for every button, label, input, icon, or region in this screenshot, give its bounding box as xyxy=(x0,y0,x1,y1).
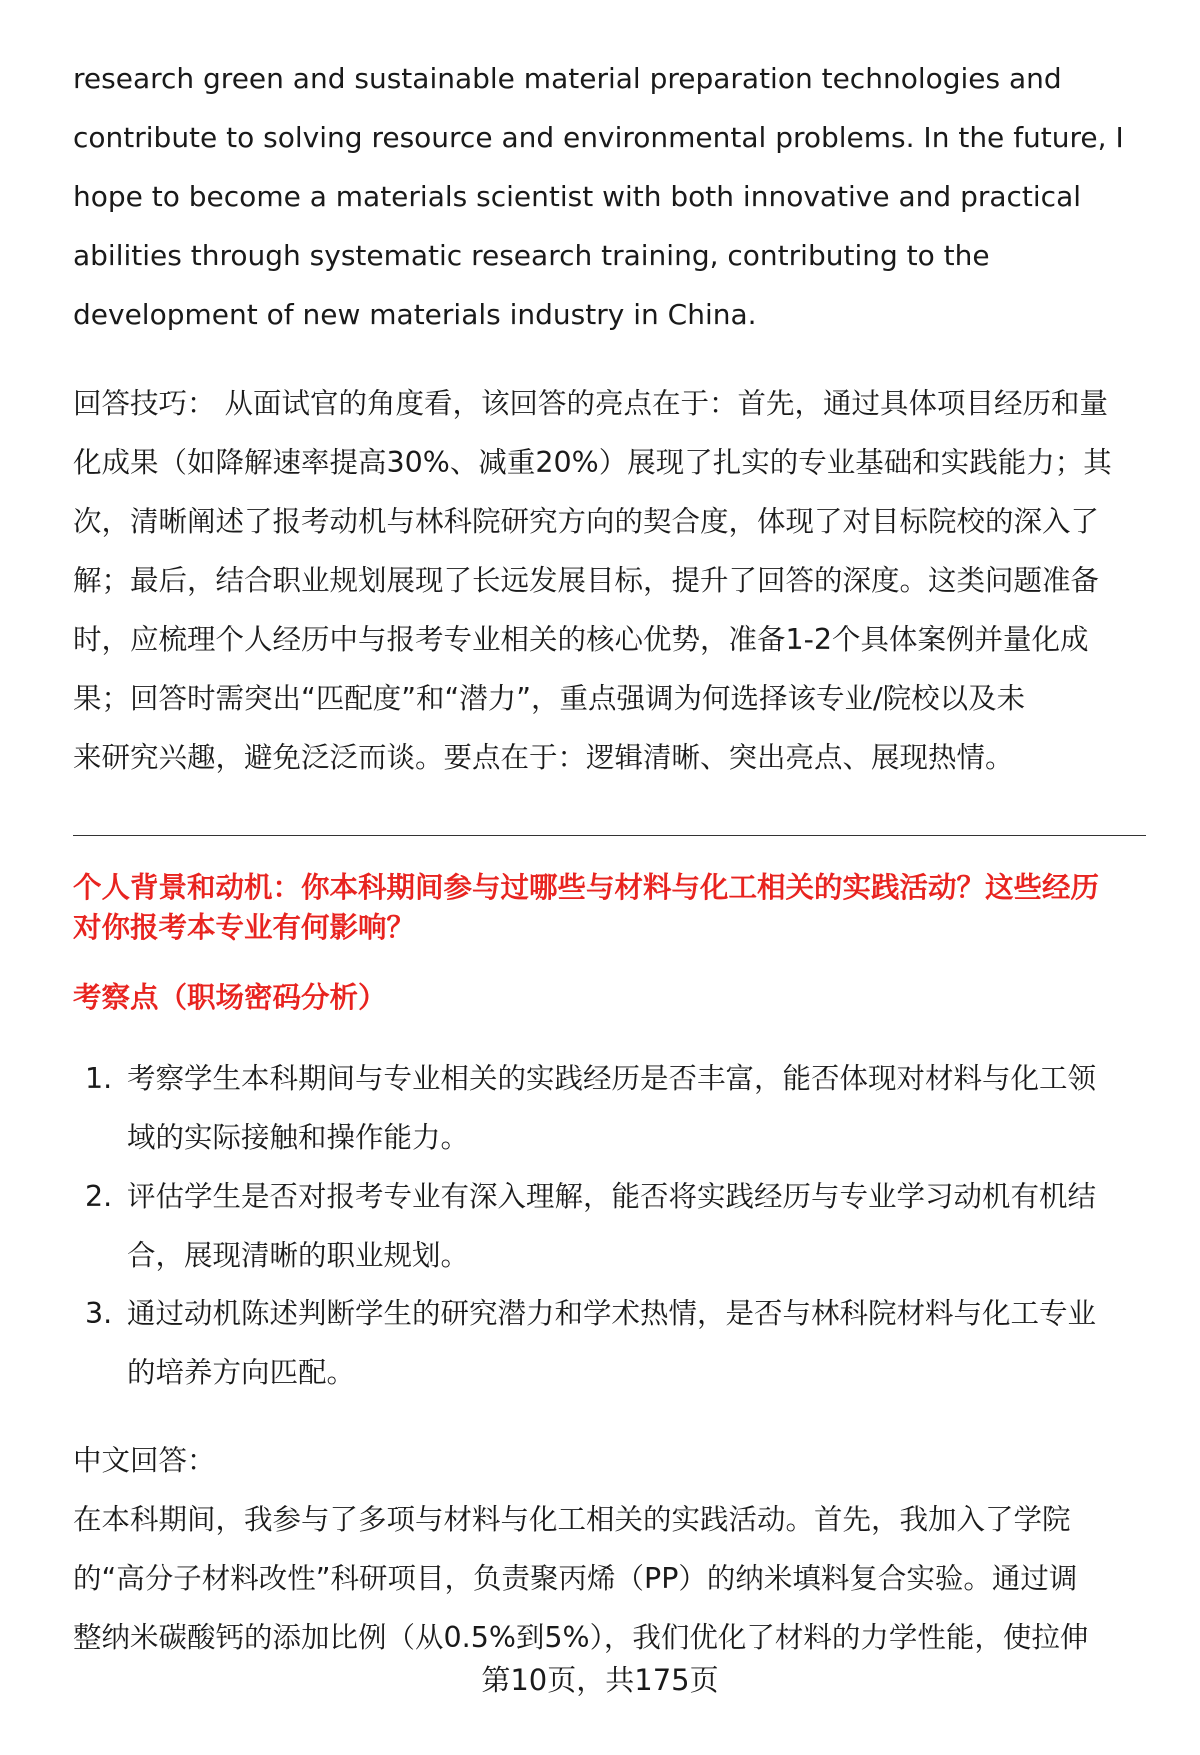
item-number: 2. xyxy=(85,1180,113,1213)
text-line: 中文回答： xyxy=(73,1444,216,1477)
answer-tips xyxy=(73,374,1153,787)
text-line: 评估学生是否对报考专业有深入理解，能否将实践经历与专业学习动机有机结 xyxy=(127,1180,1097,1213)
text-line: 来研究兴趣，避免泛泛而谈。要点在于：逻辑清晰、突出亮点、展现热情。 xyxy=(73,741,1014,774)
text-line: 的“高分子材料改性”科研项目，负责聚丙烯（PP）的纳米填料复合实验。通过调 xyxy=(73,1562,1078,1595)
text-line: 考察学生本科期间与专业相关的实践经历是否丰富，能否体现对材料与化工领 xyxy=(127,1062,1097,1095)
text-line: 对你报考本专业有何影响？ xyxy=(73,911,416,944)
item-text xyxy=(127,1167,1153,1285)
text-line: 在本科期间，我参与了多项与材料与化工相关的实践活动。首先，我加入了学院 xyxy=(73,1503,1071,1536)
page-number: 第10页，共175页 xyxy=(481,1663,719,1697)
item-number: 3. xyxy=(85,1297,113,1330)
divider xyxy=(73,835,1146,836)
text-line: 回答技巧： 从面试官的角度看，该回答的亮点在于：首先，通过具体项目经历和量 xyxy=(73,387,1109,420)
text-line: 次，清晰阐述了报考动机与林科院研究方向的契合度，体现了对目标院校的深入了 xyxy=(73,505,1100,538)
item-text xyxy=(127,1284,1153,1402)
text-line: abilities through systematic research training, contributing to the xyxy=(73,239,990,272)
text-line: 考察点（职场密码分析） xyxy=(73,981,387,1014)
text-line: 域的实际接触和操作能力。 xyxy=(127,1121,470,1154)
text-line: 通过动机陈述判断学生的研究潜力和学术热情，是否与林科院材料与化工专业 xyxy=(127,1297,1097,1330)
item-number: 1. xyxy=(85,1062,113,1095)
focus-item-3 xyxy=(73,1284,1153,1402)
text-line: 整纳米碳酸钙的添加比例（从0.5%到5%），我们优化了材料的力学性能，使拉伸 xyxy=(73,1621,1089,1654)
text-line: hope to become a materials scientist with both innovative and practical xyxy=(73,180,1082,213)
text-line: 果；回答时需突出“匹配度”和“潜力”，重点强调为何选择该专业/院校以及未 xyxy=(73,682,1026,715)
text-line: 的培养方向匹配。 xyxy=(127,1356,356,1389)
text-line: research green and sustainable material preparation technologies and xyxy=(73,62,1062,95)
text-line: 解；最后，结合职业规划展现了长远发展目标，提升了回答的深度。这类问题准备 xyxy=(73,564,1100,597)
focus-title xyxy=(73,978,1153,1018)
english-paragraph xyxy=(73,49,1153,344)
text-line: contribute to solving resource and environmental problems. In the future, I xyxy=(73,121,1124,154)
question-heading xyxy=(73,868,1153,948)
focus-item-1 xyxy=(73,1049,1153,1167)
text-line: 时，应梳理个人经历中与报考专业相关的核心优势，准备1-2个具体案例并量化成 xyxy=(73,623,1089,656)
focus-item-2 xyxy=(73,1167,1153,1285)
text-line: 个人背景和动机：你本科期间参与过哪些与材料与化工相关的实践活动？这些经历 xyxy=(73,871,1100,904)
text-line: development of new materials industry in China. xyxy=(73,298,757,331)
text-line: 化成果（如降解速率提高30%、减重20%）展现了扎实的专业基础和实践能力；其 xyxy=(73,446,1112,479)
item-text xyxy=(127,1049,1153,1167)
text-line: 合，展现清晰的职业规划。 xyxy=(127,1239,470,1272)
answer-paragraph xyxy=(73,1490,1153,1667)
answer-label xyxy=(73,1431,1153,1490)
